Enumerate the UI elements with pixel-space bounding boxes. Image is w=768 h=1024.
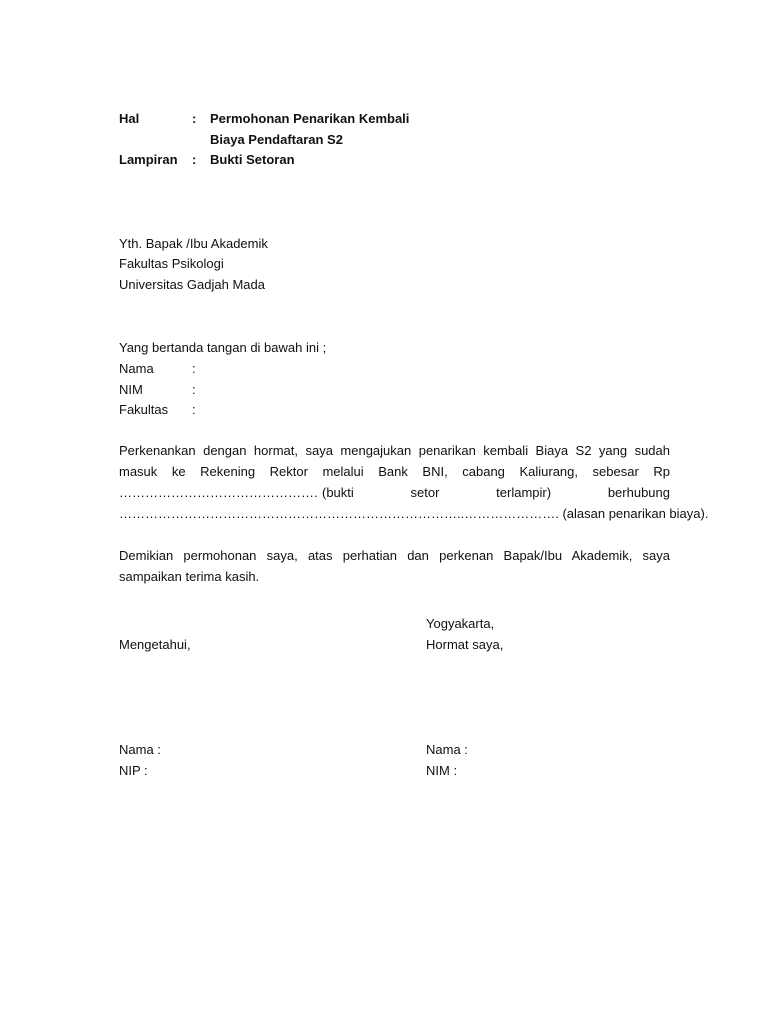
body-paragraph-1 bbox=[119, 440, 709, 524]
para2-line2: sampaikan terima kasih. bbox=[119, 569, 260, 584]
signature-place: Yogyakarta, bbox=[426, 616, 495, 631]
recipient-line2: Fakultas Psikologi bbox=[119, 256, 224, 271]
left-nip-field: NIP : bbox=[119, 763, 148, 778]
para2-line1: Demikian permohonan saya, atas perhatian dan perkenan Bapak/Ibu Akademik, saya bbox=[119, 548, 670, 563]
hal-value-line1: Permohonan Penarikan Kembali bbox=[210, 111, 410, 126]
fakultas-label: Fakultas bbox=[119, 402, 169, 417]
lampiran-colon: : bbox=[192, 152, 197, 167]
hal-colon: : bbox=[192, 111, 197, 126]
hormat-saya-heading: Hormat saya, bbox=[426, 637, 504, 652]
left-nama-field: Nama : bbox=[119, 742, 161, 757]
reason-blank: ……………………………………………………………………..…………………. bbox=[119, 506, 559, 521]
nama-colon: : bbox=[192, 361, 196, 376]
para1-line3 bbox=[119, 482, 670, 503]
nim-label: NIM bbox=[119, 382, 143, 397]
amount-blank: ………………………………………. bbox=[119, 485, 318, 500]
recipient-line1: Yth. Bapak /Ibu Akademik bbox=[119, 236, 268, 251]
para1-line4 bbox=[119, 503, 709, 524]
nim-colon: : bbox=[192, 382, 196, 397]
lampiran-label: Lampiran bbox=[119, 152, 178, 167]
mengetahui-heading: Mengetahui, bbox=[119, 637, 191, 652]
recipient-line3: Universitas Gadjah Mada bbox=[119, 277, 265, 292]
hal-value-line2: Biaya Pendaftaran S2 bbox=[210, 132, 343, 147]
nama-label: Nama bbox=[119, 361, 154, 376]
right-nama-field: Nama : bbox=[426, 742, 468, 757]
fakultas-colon: : bbox=[192, 402, 196, 417]
right-nim-field: NIM : bbox=[426, 763, 458, 778]
para1-line4-text: (alasan penarikan biaya). bbox=[558, 506, 709, 521]
para1-line2: masuk ke Rekening Rektor melalui Bank BNI, cabang Kaliurang, sebesar Rp bbox=[119, 464, 670, 479]
identity-intro: Yang bertanda tangan di bawah ini ; bbox=[119, 340, 327, 355]
hal-label: Hal bbox=[119, 111, 140, 126]
body-paragraph-2 bbox=[119, 545, 670, 587]
para1-line3-text: (bukti setor terlampir) berhubung bbox=[322, 485, 670, 500]
lampiran-value: Bukti Setoran bbox=[210, 152, 295, 167]
para1-line1: Perkenankan dengan hormat, saya mengajukan penarikan kembali Biaya S2 yang sudah bbox=[119, 443, 670, 458]
